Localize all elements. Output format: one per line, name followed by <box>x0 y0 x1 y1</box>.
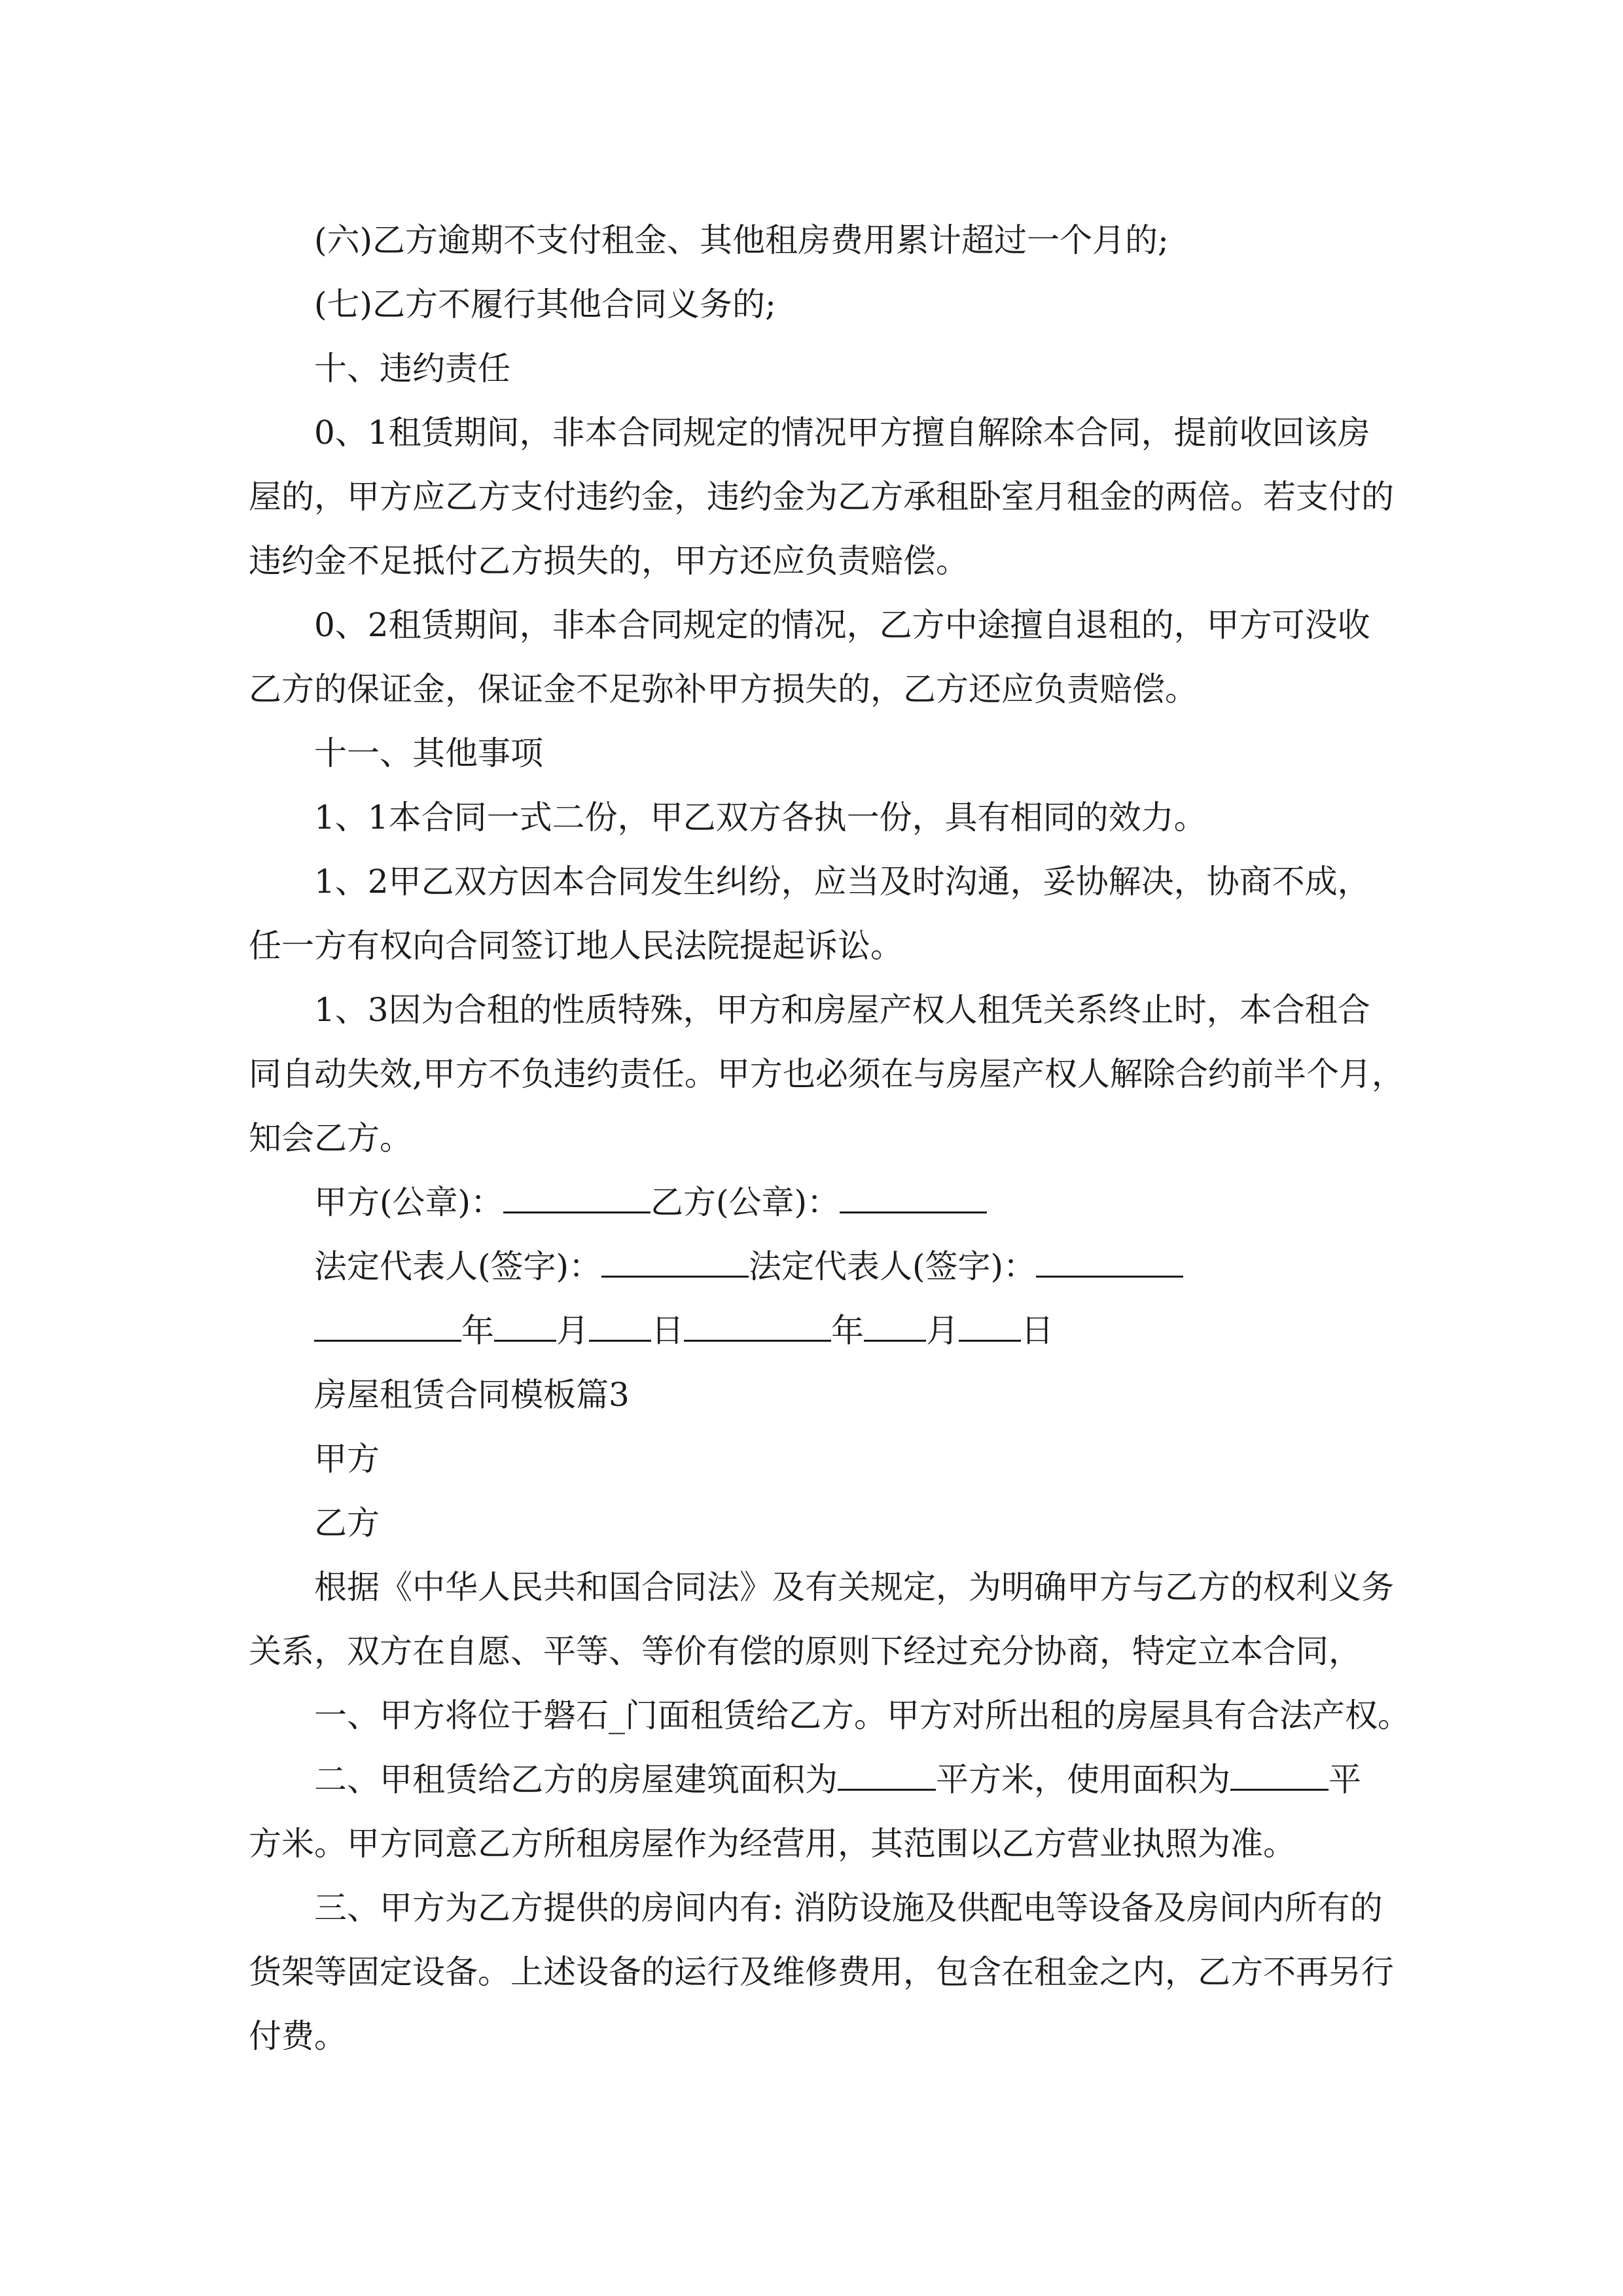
party-a-label: 甲方 <box>314 1440 380 1478</box>
text-line: 0、1租赁期间，非本合同规定的情况甲方擅自解除本合同，提前收回该房 <box>314 414 1370 452</box>
year-label: 年 <box>831 1312 864 1350</box>
template-3-heading: 房屋租赁合同模板篇3 <box>314 1376 630 1414</box>
rep-b-label: 法定代表人(签字)： <box>749 1247 1037 1285</box>
usable-area-label: 平方米，使用面积为 <box>936 1761 1230 1799</box>
year-label: 年 <box>461 1312 494 1350</box>
rep-a-blank <box>601 1244 749 1278</box>
text-line: 知会乙方。 <box>249 1119 412 1157</box>
text-line: 1、3因为合租的性质特殊，甲方和房屋产权人租凭关系终止时，本合租合 <box>314 991 1370 1029</box>
month-blank <box>864 1308 926 1342</box>
clause-7: (七)乙方不履行其他合同义务的; <box>314 285 776 323</box>
day-blank <box>959 1308 1021 1342</box>
day-label: 日 <box>1021 1312 1054 1350</box>
party-b-label: 乙方 <box>314 1504 380 1542</box>
text-line: 同自动失效,甲方不负违约责任。甲方也必须在与房屋产权人解除合约前半个月， <box>249 1055 1404 1093</box>
seal-line <box>249 1170 1387 1234</box>
day-blank <box>589 1308 651 1342</box>
year-blank <box>314 1308 461 1342</box>
day-label: 日 <box>651 1312 684 1350</box>
text-line: 1、2甲乙双方因本合同发生纠纷，应当及时沟通，妥协解决，协商不成， <box>314 863 1370 901</box>
representative-line <box>249 1234 1387 1299</box>
text-line: 货架等固定设备。上述设备的运行及维修费用，包含在租金之内，乙方不再另行 <box>249 1953 1394 1991</box>
party-a-seal-label: 甲方(公章)： <box>314 1183 504 1221</box>
party-a-seal-blank <box>503 1180 651 1213</box>
text-line: 方米。甲方同意乙方所租房屋作为经营用，其范围以乙方营业执照为准。 <box>249 1825 1296 1863</box>
building-area-label: 二、甲租赁给乙方的房屋建筑面积为 <box>314 1761 838 1799</box>
building-area-blank <box>838 1757 936 1791</box>
text-line: 任一方有权向合同签订地人民法院提起诉讼。 <box>249 927 903 965</box>
usable-area-blank <box>1230 1757 1329 1791</box>
month-label: 月 <box>556 1312 589 1350</box>
clause-6: (六)乙方逾期不支付租金、其他租房费用累计超过一个月的; <box>314 221 1169 259</box>
text-line: 三、甲方为乙方提供的房间内有: 消防设施及供配电等设备及房间内所有的 <box>314 1889 1383 1927</box>
text-line: 根据《中华人民共和国合同法》及有关规定，为明确甲方与乙方的权利义务 <box>314 1568 1394 1606</box>
rep-a-label: 法定代表人(签字)： <box>314 1247 602 1285</box>
text-line: 屋的，甲方应乙方支付违约金，违约金为乙方承租卧室月租金的两倍。若支付的 <box>249 478 1394 516</box>
rep-b-blank <box>1036 1244 1183 1278</box>
text-line: 乙方的保证金，保证金不足弥补甲方损失的，乙方还应负责赔偿。 <box>249 670 1198 708</box>
text-line: 一、甲方将位于磐石_门面租赁给乙方。甲方对所出租的房屋具有合法产权。 <box>314 1696 1410 1734</box>
area-line <box>249 1748 1387 1812</box>
text-line: 1、1本合同一式二份，甲乙双方各执一份，具有相同的效力。 <box>314 798 1207 836</box>
text-line: 关系，双方在自愿、平等、等价有偿的原则下经过充分协商，特定立本合同， <box>249 1632 1361 1670</box>
year-blank <box>684 1308 831 1342</box>
month-label: 月 <box>926 1312 959 1350</box>
area-unit-start: 平 <box>1329 1761 1361 1799</box>
month-blank <box>494 1308 556 1342</box>
text-line: 付费。 <box>249 2017 347 2055</box>
document-page <box>249 208 1410 2068</box>
date-line <box>249 1299 1387 1363</box>
text-line: 违约金不足抵付乙方损失的，甲方还应负责赔偿。 <box>249 542 969 580</box>
section-11-heading: 十一、其他事项 <box>314 734 543 772</box>
party-b-seal-label: 乙方(公章)： <box>651 1183 840 1221</box>
party-b-seal-blank <box>840 1180 987 1213</box>
section-10-heading: 十、违约责任 <box>314 350 510 387</box>
text-line: 0、2租赁期间，非本合同规定的情况，乙方中途擅自退租的，甲方可没收 <box>314 606 1370 644</box>
